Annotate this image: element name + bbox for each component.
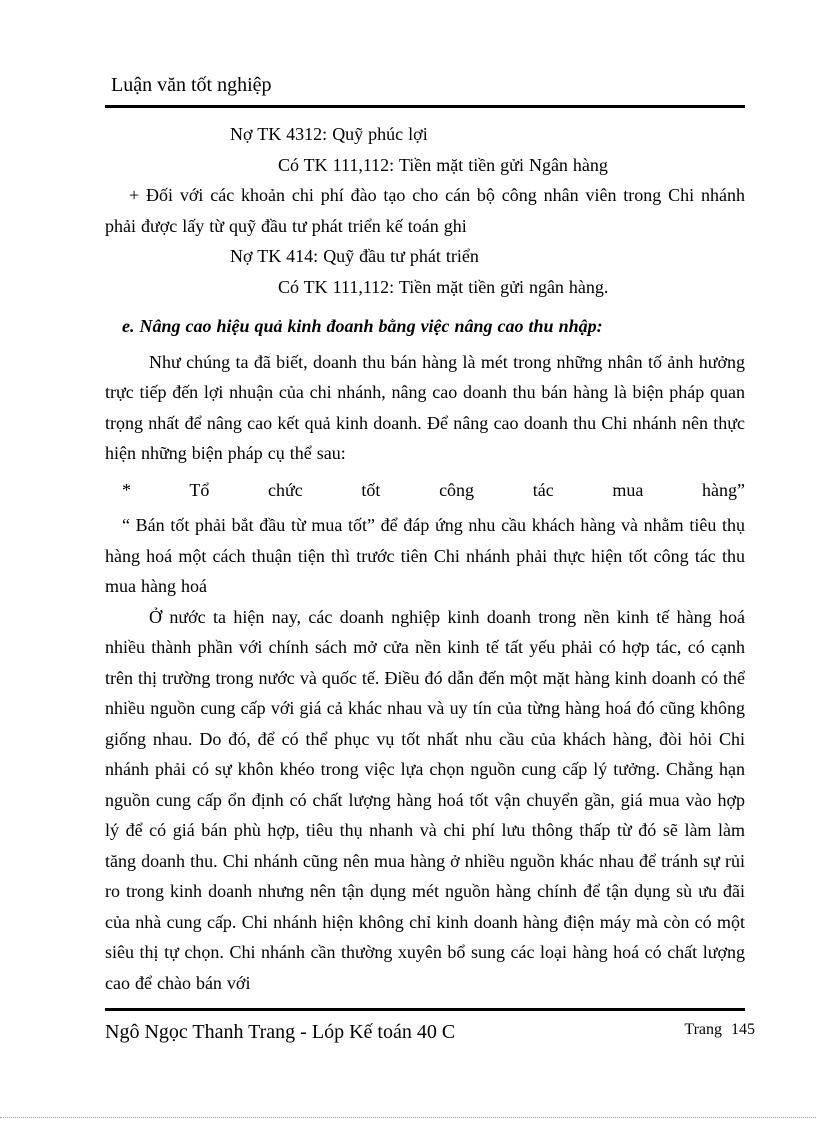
footer-page-label: Trang — [684, 1021, 722, 1038]
journal-entry-debit-1: Nợ TK 4312: Quỹ phúc lợi — [230, 124, 428, 144]
page-break-dotted-line — [0, 1117, 816, 1118]
footer-page-value: 145 — [731, 1021, 755, 1038]
journal-entry-debit-2: Nợ TK 414: Quỹ đầu tư phát triển — [230, 246, 479, 266]
bullet-line-purchasing: * Tổ chức tốt công tác mua hàng” — [122, 479, 745, 500]
paragraph-buy-well-quote: “ Bán tốt phải bắt đầu từ mua tốt” để đáp ứng nhu cầu khách hàng và nhằm tiêu thụ hàng hoá một cách thuận tiện thì trước tiên Chi nhánh phải thực hiện tốt công tác thu mua hàng hoá — [105, 515, 745, 596]
document-body — [0, 108, 816, 998]
journal-entry-credit-1: Có TK 111,112: Tiền mặt tiền gửi Ngân hàng — [278, 154, 608, 175]
footer-rule — [105, 1008, 745, 1011]
journal-entry-credit-2: Có TK 111,112: Tiền mặt tiền gửi ngân hàng. — [278, 276, 609, 297]
footer-page-number — [684, 1020, 755, 1040]
header-title: Luận văn tốt nghiệp — [111, 74, 272, 96]
footer-author: Ngô Ngọc Thanh Trang - Lóp Kế toán 40 C — [105, 1021, 456, 1043]
page-footer — [105, 1008, 755, 1045]
paragraph-intro-revenue: Như chúng ta đã biết, doanh thu bán hàng là mét trong những nhân tố ảnh hưởng trực tiếp đến lợi nhuận của chi nhánh, nâng cao doanh thu bán hàng là biện pháp quan trọng nhất để nâng cao kết quả kinh doanh. Để nâng cao doanh thu Chi nhánh nên thực hiện những biện pháp cụ thể sau: — [105, 351, 745, 463]
footer-row — [105, 1019, 755, 1045]
paragraph-market-suppliers: Ở nước ta hiện nay, các doanh nghiệp kinh doanh trong nền kinh tế hàng hoá nhiều thành phần với chính sách mở cửa nền kinh tế tất yếu phải có hợp tác, có cạnh trên thị trường trong nước và quốc tế. Điều đó dẫn đến một mặt hàng kinh doanh có thể nhiều nguồn cung cấp với giá cả khác nhau và uy tín của từng hàng hoá đó cũng không giống nhau. Do đó, để có thể phục vụ tốt nhất nhu cầu của khách hàng, đòi hỏi Chi nhánh phải có sự khôn khéo trong việc lựa chọn nguồn cung cấp lý tưởng. Chẳng hạn nguồn cung cấp ổn định có chất lượng hàng hoá tốt vận chuyển gần, giá mua vào hợp lý để có giá bán phù hợp, tiêu thụ nhanh và chi phí lưu thông thấp từ đó sẽ làm làm tăng doanh thu. Chi nhánh cũng nên mua hàng ở nhiều nguồn khác nhau để tránh sự rủi ro trong kinh doanh nhưng nên tận dụng mét nguồn hàng chính để tận dụng sù ưu đãi của nhà cung cấp. Chi nhánh hiện không chỉ kinh doanh hàng điện máy mà còn có một siêu thị tự chọn. Chi nhánh cần thường xuyên bổ sung các loại hàng hoá có chất lượng cao để chào bán với — [105, 606, 745, 993]
section-heading-e: e. Nâng cao hiệu quả kinh đoanh bằng việc nâng cao thu nhập: — [122, 316, 603, 336]
page-header — [0, 0, 816, 108]
note-paragraph-training-costs: + Đối với các khoản chi phí đào tạo cho cán bộ công nhân viên trong Chi nhánh phải được lấy từ quỹ đầu tư phát triển kế toán ghi — [105, 185, 745, 236]
